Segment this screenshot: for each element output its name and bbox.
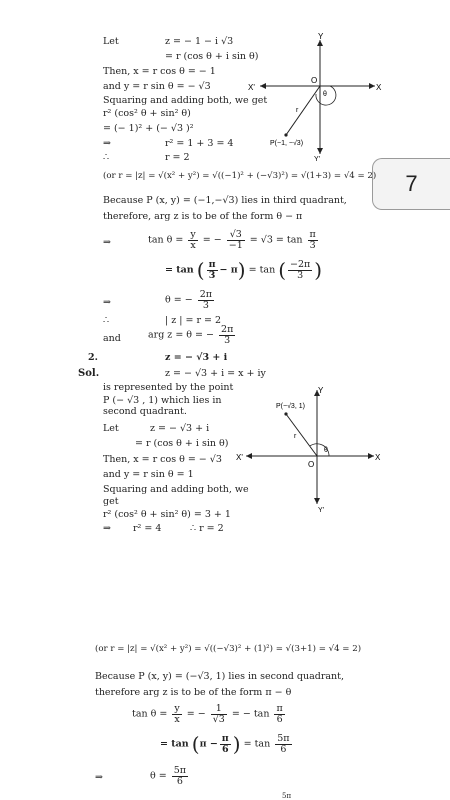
fraction: $\frac{\pi}{6}$ bbox=[276, 703, 283, 725]
radius-label: r bbox=[294, 433, 297, 440]
equation-line: = r (cos θ + i sin θ) bbox=[165, 51, 259, 62]
theta-equation: θ = $\frac{5\pi}{6}$ bbox=[150, 765, 187, 787]
equation-line: r² = 1 + 3 = 4 bbox=[165, 138, 234, 149]
equation-line: ∴ r = 2 bbox=[190, 523, 224, 534]
implies-symbol: ⇒ bbox=[103, 523, 111, 534]
argand-diagram-third-quadrant bbox=[250, 32, 390, 162]
y-prime-label: Y' bbox=[314, 156, 321, 163]
equation-line: Then, x = r cos θ = − 1 bbox=[103, 66, 216, 77]
equation-line: z = − 1 − i √3 bbox=[165, 36, 234, 47]
x-prime-label: X' bbox=[236, 453, 243, 462]
radius-label: r bbox=[296, 107, 299, 114]
equation-line: r² (cos² θ + sin² θ) = 3 + 1 bbox=[103, 509, 231, 520]
equation-line: = (− 1)² + (− √3 )² bbox=[103, 123, 194, 134]
tan-equation: = tan (π − $\frac{\pi}{6}$ ) = tan $\frac{5\pi}{6}$ bbox=[160, 732, 290, 756]
and-label: and bbox=[103, 333, 121, 344]
fraction: $\frac{\pi}{3}$ bbox=[208, 259, 216, 281]
text-line: second quadrant. bbox=[103, 406, 187, 417]
therefore-symbol: ∴ bbox=[103, 152, 110, 163]
argument-result: arg z = θ = − $\frac{2\pi}{3}$ bbox=[148, 324, 234, 346]
modulus-line: (or r = |z| = √(x² + y²) = √((−√3)² + (1)²) = √(3+1) = √4 = 2) bbox=[95, 644, 362, 654]
fraction: $\frac{2\pi}{3}$ bbox=[199, 289, 213, 311]
fraction: $\frac{\pi}{6}$ bbox=[221, 733, 229, 755]
point-label: P(−√3, 1) bbox=[276, 403, 305, 410]
therefore-symbol: ∴ bbox=[103, 315, 110, 326]
fraction: $\frac{y}{x}$ bbox=[174, 703, 180, 725]
fraction: $\frac{2\pi}{3}$ bbox=[221, 324, 234, 346]
x-axis-label: X bbox=[375, 453, 381, 462]
equation-line: z = − √3 + i = x + iy bbox=[165, 368, 266, 379]
equation-line: and y = r sin θ = 1 bbox=[103, 469, 194, 480]
let-label: Let bbox=[103, 423, 119, 434]
fraction: $\frac{5\pi}{6}$ bbox=[277, 733, 290, 755]
solution-label: Sol. bbox=[78, 368, 100, 379]
tan-equation: tan θ = $\frac{y}{x}$ = − $\frac{√3}{-1}$ = √3 = tan $\frac{\pi}{3}$ bbox=[148, 229, 316, 251]
text-line: P (− √3 , 1) which lies in bbox=[103, 395, 222, 406]
text-line: Because P (x, y) = (−1,−√3) lies in third quadrant, bbox=[103, 195, 347, 206]
argand-diagram-second-quadrant bbox=[232, 386, 382, 514]
fraction: $\frac{√3}{-1}$ bbox=[228, 229, 243, 251]
equation-line: r² (cos² θ + sin² θ) bbox=[103, 108, 191, 119]
theta-label: θ bbox=[323, 91, 327, 98]
tan-equation: tan θ = $\frac{y}{x}$ = − $\frac{1}{√3}$ = − tan $\frac{\pi}{6}$ bbox=[132, 703, 283, 725]
equation-line: = r (cos θ + i sin θ) bbox=[135, 438, 229, 449]
let-label: Let bbox=[103, 36, 119, 47]
y-axis-label: Y bbox=[318, 386, 324, 395]
fraction: $\frac{5\pi}{6}$ bbox=[173, 765, 187, 787]
x-prime-label: X' bbox=[248, 83, 255, 92]
text-line: Because P (x, y) = (−√3, 1) lies in second quadrant, bbox=[95, 671, 345, 682]
tan-equation: = tan ( $\frac{\pi}{3}$ − π) = tan ( $\frac{-2\pi}{3}$ ) bbox=[165, 258, 323, 282]
point-label: P(−1, −√3) bbox=[270, 140, 304, 147]
theta-label: θ bbox=[324, 447, 328, 454]
fraction: $\frac{1}{√3}$ bbox=[212, 703, 225, 725]
implies-symbol: ⇒ bbox=[103, 237, 111, 248]
text-line: therefore arg z is to be of the form π − θ bbox=[95, 687, 292, 698]
text-line: get bbox=[103, 496, 119, 507]
cut-off-fraction: 5π bbox=[282, 792, 292, 800]
equation-line: Then, x = r cos θ = − √3 bbox=[103, 454, 222, 465]
fraction: $\frac{-2\pi}{3}$ bbox=[290, 259, 311, 281]
implies-symbol: ⇒ bbox=[103, 297, 111, 308]
modulus-line: (or r = |z| = √(x² + y²) = √((−1)² + (−√3)²) = √(1+3) = √4 = 2) bbox=[103, 171, 377, 181]
text-line: is represented by the point bbox=[103, 382, 234, 393]
modulus-result: | z | = r = 2 bbox=[165, 315, 222, 326]
origin-label: O bbox=[308, 460, 315, 469]
problem-statement: z = − √3 + i bbox=[165, 352, 228, 363]
fraction: $\frac{\pi}{3}$ bbox=[309, 229, 316, 251]
x-axis-label: X bbox=[376, 83, 382, 92]
implies-symbol: ⇒ bbox=[103, 138, 111, 149]
origin-label: O bbox=[311, 76, 318, 85]
page-number-badge[interactable]: 7 bbox=[372, 158, 450, 210]
y-axis-label: Y bbox=[318, 32, 324, 41]
implies-symbol: ⇒ bbox=[95, 772, 103, 783]
problem-number: 2. bbox=[88, 352, 98, 363]
text-line: Squaring and adding both, we bbox=[103, 484, 249, 495]
y-prime-label: Y' bbox=[318, 507, 325, 514]
theta-equation: θ = − $\frac{2\pi}{3}$ bbox=[165, 289, 213, 311]
fraction: $\frac{y}{x}$ bbox=[190, 229, 196, 251]
text-line: Squaring and adding both, we get bbox=[103, 95, 268, 106]
equation-line: r² = 4 bbox=[133, 523, 162, 534]
text-line: therefore, arg z is to be of the form θ − π bbox=[103, 211, 303, 222]
equation-line: r = 2 bbox=[165, 152, 190, 163]
equation-line: z = − √3 + i bbox=[150, 423, 210, 434]
equation-line: and y = r sin θ = − √3 bbox=[103, 81, 211, 92]
